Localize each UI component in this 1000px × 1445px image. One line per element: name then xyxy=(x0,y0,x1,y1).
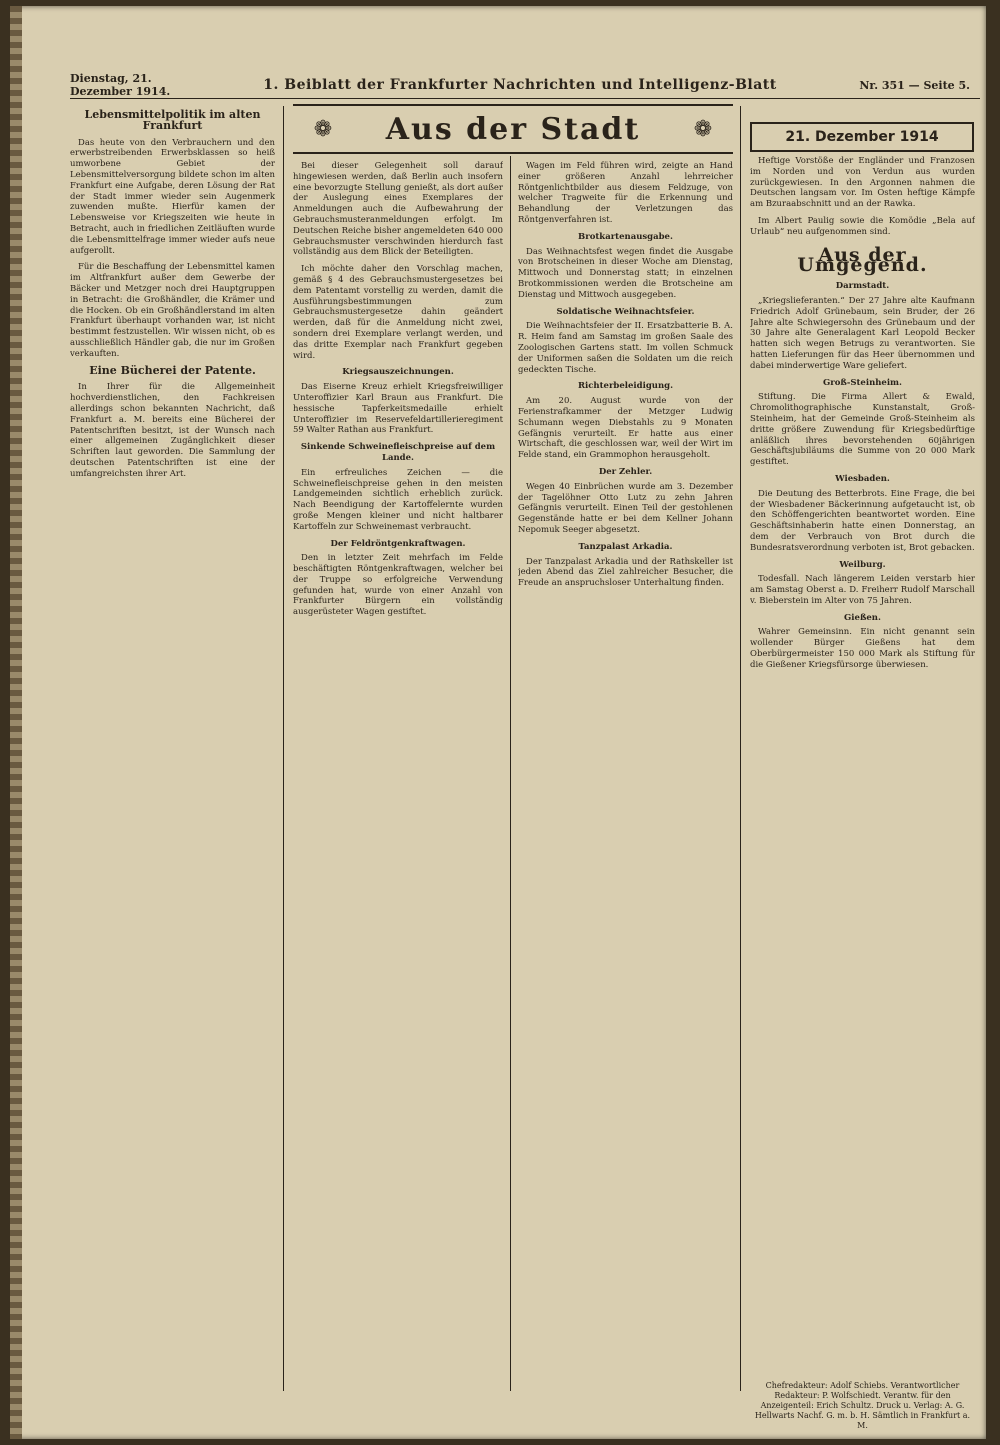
article-subheading: Richterbeleidigung. xyxy=(577,381,674,392)
article-paragraph: Stiftung. Die Firma Allert & Ewald, Chromolithographische Kunstanstalt, Groß-Steinheim, hat der Gemeinde Groß-Steinheim als dritte größere Zuwendung für Kriegsbedürftige anläßlich ihres bevorstehenden 60jährigen Geschäftsjubiläums die Summe von 20 000 Mark gestiftet. xyxy=(750,392,975,468)
article-paragraph: „Kriegslieferanten.“ Der 27 Jahre alte Kaufmann Friedrich Adolf Grünebaum, sein Bruder, der 26 Jahre alte Schwiegersohn des Grünebaum und der 30 Jahre alte Generalagent Karl Leopold Becker hatten sich wegen Betrugs zu verantworten. Sie hatten Lieferungen für das Heer übernommen und dabei minderwertige Ware geliefert. xyxy=(750,295,975,371)
section-heading-umgegend: Aus der Umgegend. xyxy=(797,243,928,277)
article-subheading: Gießen. xyxy=(844,612,881,623)
article-paragraph: Im Albert Paulig sowie die Komödie „Bela auf Urlaub“ neu aufgenommen sind. xyxy=(750,215,975,237)
article-paragraph: Wagen im Feld führen wird, zeigte an Hand einer größeren Anzahl lehrreicher Röntgenlichtbilder aus diesem Feldzuge, von welcher Tragweite für die Erkennung und Behandlung der Verletzungen das Röntgenverfahren ist. xyxy=(518,161,733,225)
article-paragraph: Das heute von den Verbrauchern und den erwerbstreibenden Erwerbsklassen so heiß umworbene Gebiet der Lebensmittelversorgung bildete schon im alten Frankfurt eine Aufgabe, deren Lösung der Rat der Stadt immer wieder sein Augenmerk zuwenden mußte. Hierfür kamen der Lebensweise vor Kriegszeiten wie heute in Betracht, auch in friedlichen Zeitläuften wurde die Lebensmittelfrage immer wieder aufs neue aufgerollt. xyxy=(70,137,275,256)
column-3 xyxy=(518,161,733,1391)
column-separator xyxy=(740,106,741,1391)
article-paragraph: Das Weihnachtsfest wegen findet die Ausgabe von Brotscheinen in dieser Woche am Dienstag, Mittwoch und Donnerstag statt; in einzelnen Brotkommissionen werden die Brotscheine am Dienstag und Mittwoch ausgegeben. xyxy=(518,246,733,300)
article-paragraph: In Ihrer für die Allgemeinheit hochverdienstlichen, den Fachkreisen allerdings schon bekannten Nachricht, daß Frankfurt a. M. bereits eine Bücherei der Patentschriften besitzt, ist der Wunsch nach einer allgemeinen Zugänglichkeit dieser Schriften laut geworden. Die Sammlung der deutschen Patentschriften ist eine der umfangreichsten ihrer Art. xyxy=(70,382,275,479)
article-paragraph: Die Weihnachtsfeier der II. Ersatzbatterie B. A. R. Heim fand am Samstag im großen Saale des Zoologischen Gartens statt. Im vollen Schmuck der Uniformen saßen die Soldaten um die reich gedeckten Tische. xyxy=(518,321,733,375)
article-subheading: Brotkartenausgabe. xyxy=(578,231,673,242)
supplement-title: 1. Beiblatt der Frankfurter Nachrichten und Intelligenz-Blatt xyxy=(263,77,777,93)
article-paragraph: Ich möchte daher den Vorschlag machen, gemäß § 4 des Gebrauchsmustergesetzes bei dem Patentamt vorstellig zu werden, damit die Ausführungsbestimmungen zum Gebrauchsmustergesetze dahin geändert werden, daß für die Anmeldung nicht zwei, sondern drei Exemplare verlangt werden, und das dritte Exemplar nach Frankfurt gegeben wird. xyxy=(293,264,503,361)
article-paragraph: Der Tanzpalast Arkadia und der Rathskeller ist jeden Abend das Ziel zahlreicher Besucher, die Freude an anspruchsloser Unterhaltung finden. xyxy=(518,556,733,589)
column-4 xyxy=(750,156,975,1371)
column-separator xyxy=(283,106,284,1391)
date-box: 21. Dezember 1914 xyxy=(750,122,974,152)
masthead-rule xyxy=(70,98,980,99)
article-subheading: Soldatische Weihnachtsfeier. xyxy=(556,306,695,317)
article-subheading: Der Zehler. xyxy=(598,466,653,477)
column-1 xyxy=(70,106,275,1396)
article-subheading: Tanzpalast Arkadia. xyxy=(578,541,673,552)
article-subheading: Darmstadt. xyxy=(835,281,890,292)
article-subheading: Sinkende Schweinefleischpreise auf dem Lande. xyxy=(300,442,496,463)
article-paragraph: Für die Beschaffung der Lebensmittel kamen im Altfrankfurt außer dem Gewerbe der Bäcker und Metzger noch drei Hauptgruppen in Betracht: die Großhändler, die Krämer und die Hocken. Ob ein Großhändlerstand im alten Frankfurt überhaupt vorhanden war, ist nicht bestimmt festzustellen. Wir wissen nicht, ob es ausschließlich Händler gab, die nur im Großen verkauften. xyxy=(70,262,275,359)
column-2 xyxy=(293,161,503,1391)
article-paragraph: Das Eiserne Kreuz erhielt Kriegsfreiwilliger Unteroffizier Karl Braun aus Frankfurt. Die hessische Tapferkeitsmedaille erhielt Unteroffizier im Reservefeldartillerieregiment 59 Walter Rathan aus Frankfurt. xyxy=(293,382,503,436)
article-paragraph: Wahrer Gemeinsinn. Ein nicht genannt sein wollender Bürger Gießens hat dem Oberbürgermeister 150 000 Mark als Stiftung für die Gießener Kriegsfürsorge überwiesen. xyxy=(750,627,975,670)
article-subheading: Kriegsauszeichnungen. xyxy=(342,367,454,378)
article-subheading: Weilburg. xyxy=(839,559,886,570)
article-subheading: Groß-Steinheim. xyxy=(822,377,903,388)
page-number: Nr. 351 — Seite 5. xyxy=(859,78,970,92)
section-banner xyxy=(293,104,733,154)
article-paragraph: Heftige Vorstöße der Engländer und Franzosen im Norden und von Verdun aus wurden zurückgewiesen. In den Argonnen nahmen die Deutschen langsam vor. Im Osten heftige Kämpfe am Bzuraabschnitt und an der Rawka. xyxy=(750,156,975,210)
binding-edge xyxy=(10,6,22,1439)
article-subheading: Wiesbaden. xyxy=(835,473,890,484)
article-paragraph: Den in letzter Zeit mehrfach im Felde beschäftigten Röntgenkraftwagen, welcher bei der Truppe so erfolgreiche Verwendung gefunden hat, wurde von einer Anzahl von Frankfurter Bürgern ein vollständig ausgerüsteter Wagen gestiftet. xyxy=(293,553,503,618)
article-paragraph: Bei dieser Gelegenheit soll darauf hingewiesen werden, daß Berlin auch insofern eine bevorzugte Stellung genießt, als dort außer der Auslegung eines Exemplares der Anmeldungen auch die Aufbewahrung der Gebrauchsmusteranmeldungen erfolgt. Im Deutschen Reiche bisher angemeldeten 640 000 Gebrauchsmuster verschwinden hierdurch fast vollständig aus dem Blick der Beteiligten. xyxy=(293,161,503,258)
article-heading: Eine Bücherei der Patente. xyxy=(89,363,256,377)
article-paragraph: Todesfall. Nach längerem Leiden verstarb hier am Samstag Oberst a. D. Freiherr Rudolf Marschall v. Bieberstein im Alter von 75 Jahren. xyxy=(750,574,975,606)
article-paragraph: Am 20. August wurde von der Ferienstrafkammer der Metzger Ludwig Schumann wegen Diebstahls zu 9 Monaten Gefängnis verurteilt. Er hatte aus einer Wirtschaft, die geschlossen war, weil der Wirt im Felde stand, ein Grammophon herausgeholt. xyxy=(518,396,733,461)
article-heading: Lebensmittelpolitik im alten Frankfurt xyxy=(84,108,261,132)
column-separator xyxy=(510,156,511,1391)
article-paragraph: Wegen 40 Einbrüchen wurde am 3. Dezember der Tagelöhner Otto Lutz zu zehn Jahren Gefängnis verurteilt. Einen Teil der gestohlenen Gegenstände hatte er bei dem Kellner Johann Nepomuk Seeger abgesetzt. xyxy=(518,481,733,535)
article-subheading: Der Feldröntgenkraftwagen. xyxy=(330,538,466,549)
ornament-right-icon: ❁ xyxy=(693,116,713,142)
article-paragraph: Ein erfreuliches Zeichen — die Schweinefleischpreise gehen in den meisten Landgemeinden sichtlich erheblich zurück. Nach Beendigung der Kartoffelernte wurden große Mengen kleiner und nicht haltbarer Kartoffeln zur Schweinemast verbraucht. xyxy=(293,467,503,532)
article-paragraph: Die Deutung des Betterbrots. Eine Frage, die bei der Wiesbadener Bäckerinnung aufgetaucht ist, ob den Schöffengerichten beantwortet worden. Eine Geschäftsinhaberin hatte einen Donnerstag, an dem der Verbrauch von Brot durch die Bundesratsverordnung verboten ist, Brot gebacken. xyxy=(750,488,975,553)
newspaper-page xyxy=(10,6,986,1439)
ornament-left-icon: ❁ xyxy=(313,116,333,142)
issue-date: Dienstag, 21. Dezember 1914. xyxy=(70,72,171,98)
section-heading: Aus der Stadt xyxy=(385,111,641,147)
impressum: Chefredakteur: Adolf Schiebs. Verantwortlicher Redakteur: P. Wolfschiedt. Verantw. für den Anzeigenteil: Erich Schultz. Druck u. Verlag: A. G. Hellwarts Nachf. G. m. b. H. Sämtlich in Frankfurt a. M. xyxy=(754,1381,971,1430)
masthead xyxy=(70,74,970,96)
